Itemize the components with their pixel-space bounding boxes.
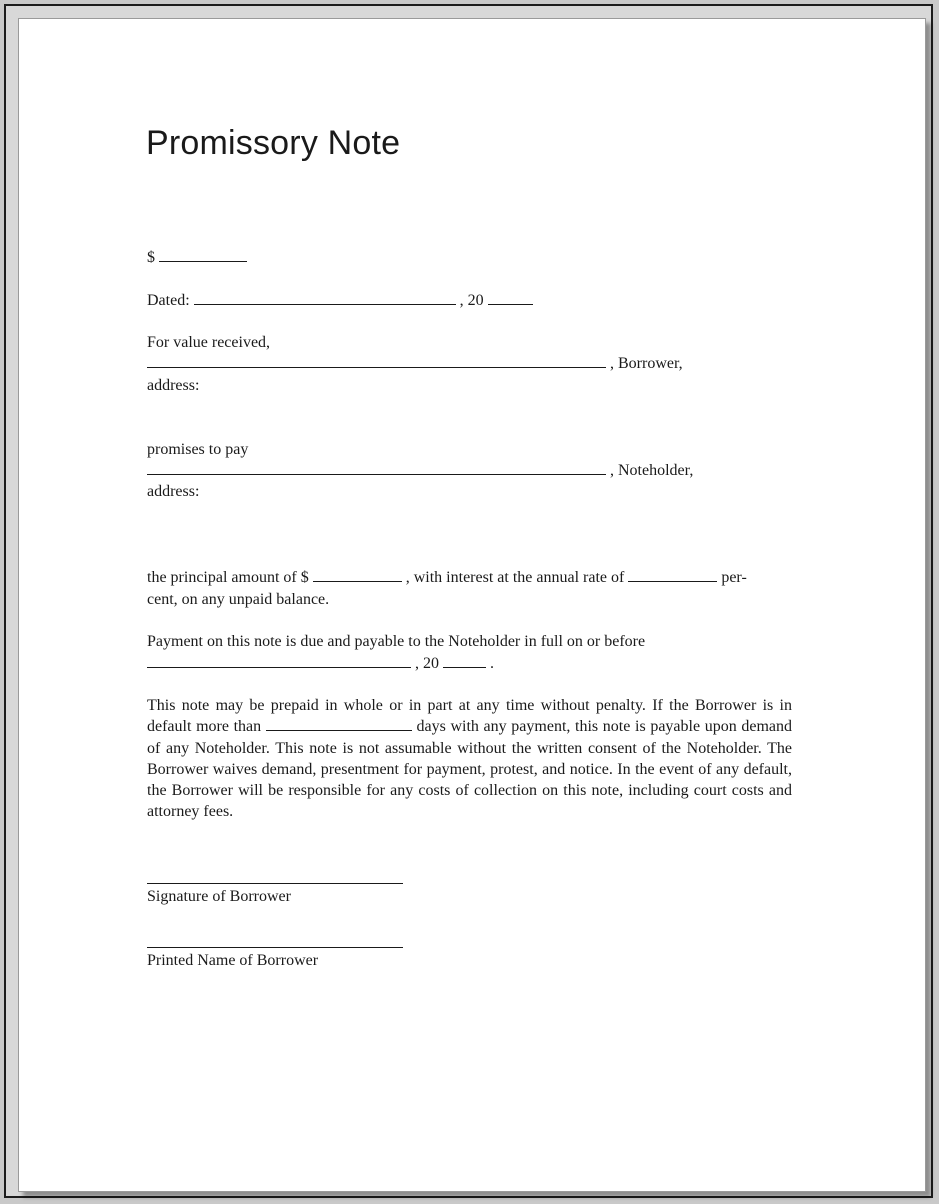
borrower-intro: For value received, bbox=[147, 334, 271, 351]
date-field[interactable] bbox=[194, 291, 456, 305]
printed-name-line[interactable] bbox=[147, 947, 403, 948]
borrower-name-field[interactable] bbox=[147, 354, 606, 368]
payment-year-separator: , 20 bbox=[415, 655, 439, 672]
dated-line bbox=[147, 290, 533, 311]
borrower-line bbox=[147, 353, 683, 374]
dated-year-separator: , 20 bbox=[459, 292, 484, 309]
principal-amount-field[interactable] bbox=[313, 568, 402, 582]
principal-line-1 bbox=[147, 567, 747, 588]
noteholder-role-label: , Noteholder, bbox=[610, 462, 694, 479]
noteholder-name-field[interactable] bbox=[147, 461, 606, 475]
signature-line[interactable] bbox=[147, 883, 403, 884]
printed-name-label: Printed Name of Borrower bbox=[147, 952, 319, 969]
amount-label: $ bbox=[147, 249, 155, 266]
interest-rate-field[interactable] bbox=[628, 568, 717, 582]
noteholder-intro: promises to pay bbox=[147, 441, 249, 458]
amount-line bbox=[147, 247, 247, 268]
interest-text: , with interest at the annual rate of bbox=[405, 569, 625, 586]
dated-label: Dated: bbox=[147, 292, 190, 309]
principal-text: the principal amount of $ bbox=[147, 569, 309, 586]
outer-frame bbox=[4, 4, 933, 1198]
terms-text-after-days: days with any payment, this note is payable upon demand of any Noteholder. This note is not assumable without the written consent of the Noteholder. The Borrower waives demand, presentment for payment, protest, and notice. In the event of any default, the Borrower will be responsible for any costs of collection on this note, including court costs and attorney fees. bbox=[147, 718, 793, 821]
terms-paragraph bbox=[147, 695, 792, 823]
dated-year-field[interactable] bbox=[488, 291, 533, 305]
noteholder-address-label: address: bbox=[147, 483, 200, 500]
principal-line-2: cent, on any unpaid balance. bbox=[147, 591, 330, 608]
signature-label: Signature of Borrower bbox=[147, 888, 291, 905]
percent-text-start: per- bbox=[721, 569, 747, 586]
default-days-field[interactable] bbox=[266, 717, 412, 731]
borrower-address-label: address: bbox=[147, 377, 200, 394]
payment-date-field[interactable] bbox=[147, 654, 411, 668]
document-title: Promissory Note bbox=[146, 124, 401, 162]
payment-year-field[interactable] bbox=[443, 654, 486, 668]
amount-field[interactable] bbox=[159, 248, 247, 262]
terms-text-before-days: This note may be prepaid in whole or in part at any time without penalty. If the Borrower is in default more than bbox=[147, 697, 792, 736]
payment-end: . bbox=[490, 655, 494, 672]
borrower-role-label: , Borrower, bbox=[610, 355, 683, 372]
noteholder-line bbox=[147, 460, 693, 481]
payment-line-2 bbox=[147, 653, 494, 674]
payment-line-1: Payment on this note is due and payable to the Noteholder in full on or before bbox=[147, 633, 646, 650]
